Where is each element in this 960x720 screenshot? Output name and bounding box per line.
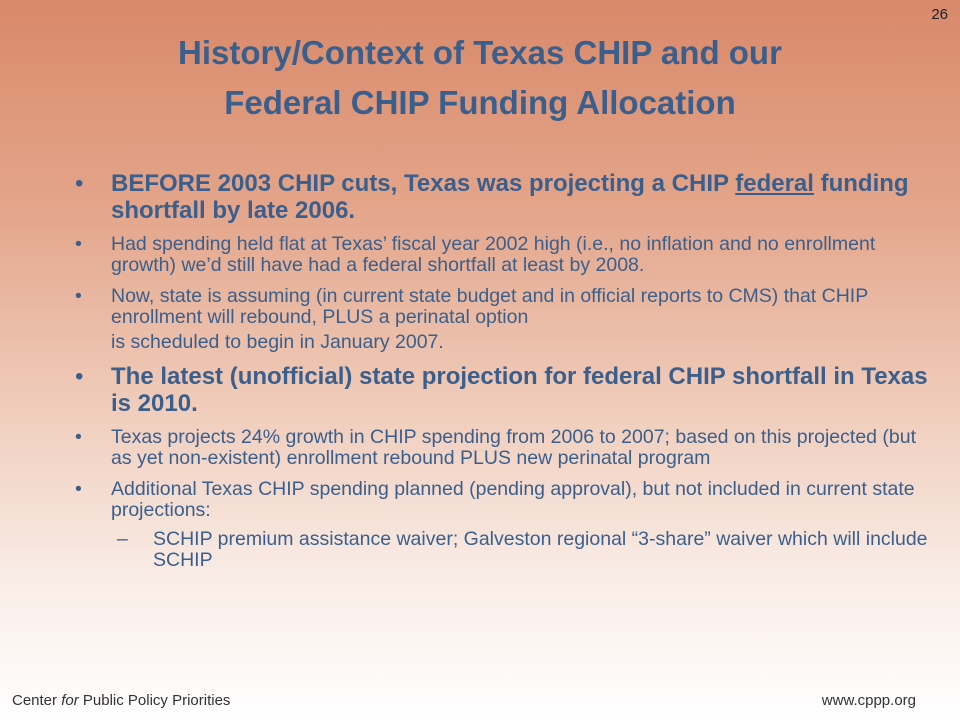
bullet-text: Additional Texas CHIP spending planned (pending approval), but not included in current state projections: <box>111 478 915 521</box>
bullet-text: Now, state is assuming (in current state budget and in official reports to CMS) that CHIP enrollment will rebound, PLUS a perinatal option <box>111 285 868 328</box>
footer-organization <box>12 692 230 709</box>
bullet-text: Texas projects 24% growth in CHIP spending from 2006 to 2007; based on this projected (but as yet non-existent) enrollment rebound PLUS new perinatal program <box>111 426 917 469</box>
title-line-1: History/Context of Texas CHIP and our <box>178 34 782 71</box>
bullet-dot-icon: • <box>75 233 82 255</box>
bullet-state-assuming <box>75 286 935 353</box>
bullet-spending-flat <box>75 234 935 276</box>
slide-title <box>0 28 960 128</box>
bullet-dot-icon: • <box>75 170 84 197</box>
bullet-text-tail: is scheduled to begin in January 2007. <box>111 331 444 353</box>
footer-org-pre: Center <box>12 692 62 709</box>
bullet-text-underlined: federal <box>735 170 814 197</box>
bullet-growth-projection <box>75 427 935 469</box>
bullet-text: The latest (unofficial) state projection for federal CHIP shortfall in Texas is 2010. <box>111 363 928 417</box>
bullet-list <box>75 170 935 571</box>
sub-bullet-schip-waiver <box>75 529 935 571</box>
slide-number: 26 <box>931 6 948 23</box>
bullet-dot-icon: • <box>75 363 84 390</box>
bullet-text: Had spending held flat at Texas’ fiscal year 2002 high (i.e., no inflation and no enrollment growth) we’d still have had a federal shortfall at least by 2008. <box>111 233 876 276</box>
title-line-2: Federal CHIP Funding Allocation <box>224 84 736 121</box>
bullet-text-post: funding shortfall by late 2006. <box>111 170 909 224</box>
sub-bullet-text: SCHIP premium assistance waiver; Galveston regional “3-share” waiver which will include SCHIP <box>153 528 928 571</box>
bullet-before-2003 <box>75 170 935 224</box>
bullet-text-pre: BEFORE 2003 CHIP cuts, Texas was projecting a CHIP <box>111 170 736 197</box>
bullet-dot-icon: • <box>75 426 82 448</box>
dash-icon: – <box>117 528 128 550</box>
footer-website: www.cppp.org <box>821 692 916 709</box>
bullet-latest-projection <box>75 363 935 417</box>
footer-org-post: Public Policy Priorities <box>78 692 231 709</box>
bullet-dot-icon: • <box>75 478 82 500</box>
bullet-dot-icon: • <box>75 285 82 307</box>
bullet-additional-spending <box>75 479 935 521</box>
footer-org-italic: for <box>61 692 79 709</box>
